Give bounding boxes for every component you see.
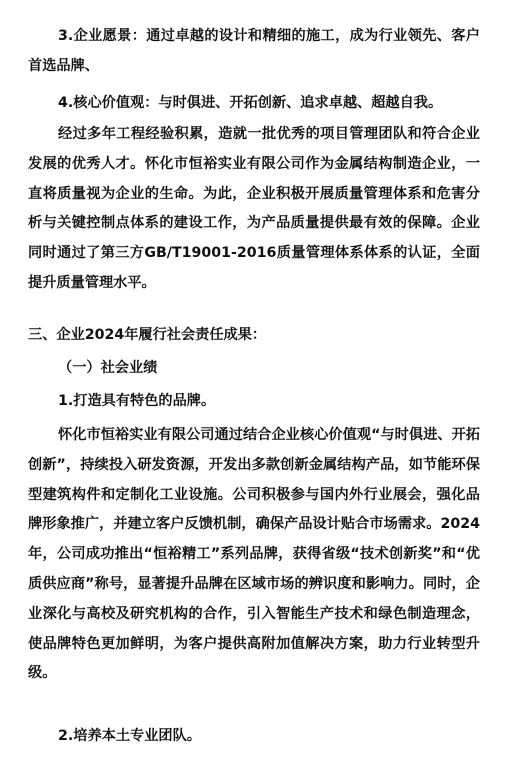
core-values-paragraph: 4.核心价值观：与时俱进、开拓创新、追求卓越、超越自我。 [58,95,443,111]
subsection-heading-social-performance: （一）社会业绩 [58,360,158,376]
section-heading-social-responsibility: 三、企业2024年履行社会责任成果： [28,327,267,343]
item-heading-team: 2.培养本土专业团队。 [58,728,201,744]
quality-paragraph: 经过多年工程经验积累，造就一批优秀的项目管理团队和符合企业发展的优秀人才。怀化市恒裕实业有限公司作为金属结构制造企业，一直将质量视为企业的生命。为此，企业积极开展质量管理体系和危害分析与关键控制点体系的建设工作，为产品质量提供最有效的保障。企业同时通过了第三方GB/T19001-2016质量管理体系体系的认证，全面提升质量管理水平。 [28,126,480,291]
brand-paragraph: 怀化市恒裕实业有限公司通过结合企业核心价值观“与时俱进、开拓创新”，持续投入研发资源，开发出多款创新金属结构产品，如节能环保型建筑构件和定制化工业设施。公司积极参与国内外行业展会，强化品牌形象推广，并建立客户反馈机制，确保产品设计贴合市场需求。2024年，公司成功推出“恒裕精工”系列品牌，获得省级“技术创新奖”和“优质供应商”称号，显著提升品牌在区域市场的辨识度和影响力。同时，企业深化与高校及研究机构的合作，引入智能生产技术和绿色制造理念，使品牌特色更加鲜明，为客户提供高附加值解决方案，助力行业转型升级。 [28,427,480,682]
vision-paragraph: 3.企业愿景：通过卓越的设计和精细的施工，成为行业领先、客户首选品牌、 [28,28,480,74]
item-heading-brand: 1.打造具有特色的品牌。 [58,393,216,409]
